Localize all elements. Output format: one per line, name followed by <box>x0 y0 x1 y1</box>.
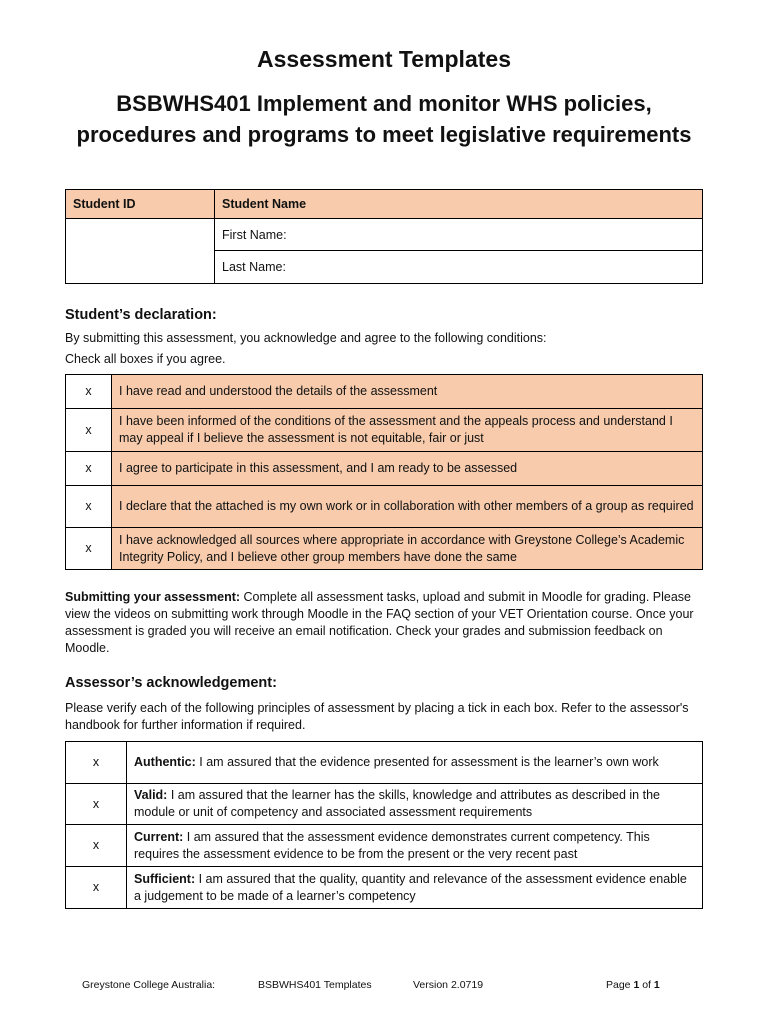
of-word: of <box>642 979 651 991</box>
assessor-intro: Please verify each of the following principles of assessment by placing a tick in each box. Refer to the assessor's handbook for further information if required. <box>65 701 689 732</box>
assessor-checkbox[interactable]: x <box>66 825 127 867</box>
principle-text: I am assured that the quality, quantity and relevance of the assessment evidence enable a judgement to be made of a learner’s competency <box>134 871 687 903</box>
assessor-row <box>66 825 703 867</box>
principle-label: Authentic: <box>134 755 196 769</box>
page-num: 1 <box>633 979 640 991</box>
declaration-heading: Student’s declaration: <box>65 307 217 323</box>
student-id-header: Student ID <box>66 190 215 219</box>
declaration-checkbox[interactable]: x <box>66 375 112 409</box>
principle-text: I am assured that the assessment evidence demonstrates current competency. This requires the assessment evidence to be from the present or the very recent past <box>134 829 650 861</box>
declaration-text: I declare that the attached is my own work or in collaboration with other members of a group as required <box>112 486 703 528</box>
declaration-text: I have been informed of the conditions of the assessment and the appeals process and understand I may appeal if I believe the assessment is not equitable, fair or just <box>112 409 703 452</box>
assessor-text <box>127 825 703 867</box>
principle-text: I am assured that the learner has the skills, knowledge and attributes as described in the module or unit of competency and associated assessment requirements <box>134 788 660 819</box>
assessor-text <box>127 784 703 825</box>
assessor-row <box>66 867 703 909</box>
declaration-checkbox[interactable]: x <box>66 452 112 486</box>
declaration-row <box>66 528 703 570</box>
assessor-heading: Assessor’s acknowledgement: <box>65 675 277 691</box>
student-details-table <box>65 189 703 284</box>
declaration-text: I agree to participate in this assessment, and I am ready to be assessed <box>112 452 703 486</box>
assessor-text <box>127 867 703 909</box>
assessor-table <box>65 741 703 909</box>
declaration-instruction: Check all boxes if you agree. <box>65 352 226 366</box>
declaration-row <box>66 409 703 452</box>
unit-title: BSBWHS401 Implement and monitor WHS policies, procedures and programs to meet legislative requirements <box>76 91 692 147</box>
first-name-cell[interactable]: First Name: <box>215 219 703 251</box>
page-total: 1 <box>653 979 660 991</box>
assessor-checkbox[interactable]: x <box>66 867 127 909</box>
document-title: Assessment Templates <box>257 46 511 72</box>
declaration-row <box>66 375 703 409</box>
principle-label: Current: <box>134 829 184 844</box>
declaration-checkbox[interactable]: x <box>66 409 112 452</box>
declaration-checkbox[interactable]: x <box>66 486 112 528</box>
submitting-paragraph <box>65 589 705 657</box>
assessor-checkbox[interactable]: x <box>66 784 127 825</box>
declaration-text: I have read and understood the details of the assessment <box>112 375 703 409</box>
footer-page-number <box>606 979 660 991</box>
footer-version: Version 2.0719 <box>413 979 484 991</box>
declaration-row <box>66 452 703 486</box>
submitting-text: Complete all assessment tasks, upload and submit in Moodle for grading. Please view the videos on submitting work through Moodle in the FAQ section of your VET Orientation course. Once your assessment is graded you will receive an email notification. Check your grades and submission feedback on Moodle. <box>65 590 694 655</box>
student-id-cell[interactable] <box>66 219 215 284</box>
assessor-row <box>66 784 703 825</box>
declaration-intro: By submitting this assessment, you acknowledge and agree to the following conditions: <box>65 331 547 345</box>
declaration-table <box>65 374 703 570</box>
principle-label: Sufficient: <box>134 871 196 886</box>
declaration-text: I have acknowledged all sources where appropriate in accordance with Greystone College’s Academic Integrity Policy, and I believe other group members have done the same <box>112 528 703 570</box>
page-word: Page <box>606 979 631 991</box>
student-name-header: Student Name <box>215 190 703 219</box>
principle-text: I am assured that the evidence presented for assessment is the learner’s own work <box>195 755 659 769</box>
principle-label: Valid: <box>134 788 168 802</box>
assessor-checkbox[interactable]: x <box>66 742 127 784</box>
declaration-checkbox[interactable]: x <box>66 528 112 570</box>
last-name-cell[interactable]: Last Name: <box>215 251 703 284</box>
submitting-label: Submitting your assessment: <box>65 590 241 604</box>
assessor-row <box>66 742 703 784</box>
assessor-text <box>127 742 703 784</box>
declaration-row <box>66 486 703 528</box>
footer-org: Greystone College Australia: <box>82 979 216 991</box>
footer-doc: BSBWHS401 Templates <box>258 979 372 991</box>
